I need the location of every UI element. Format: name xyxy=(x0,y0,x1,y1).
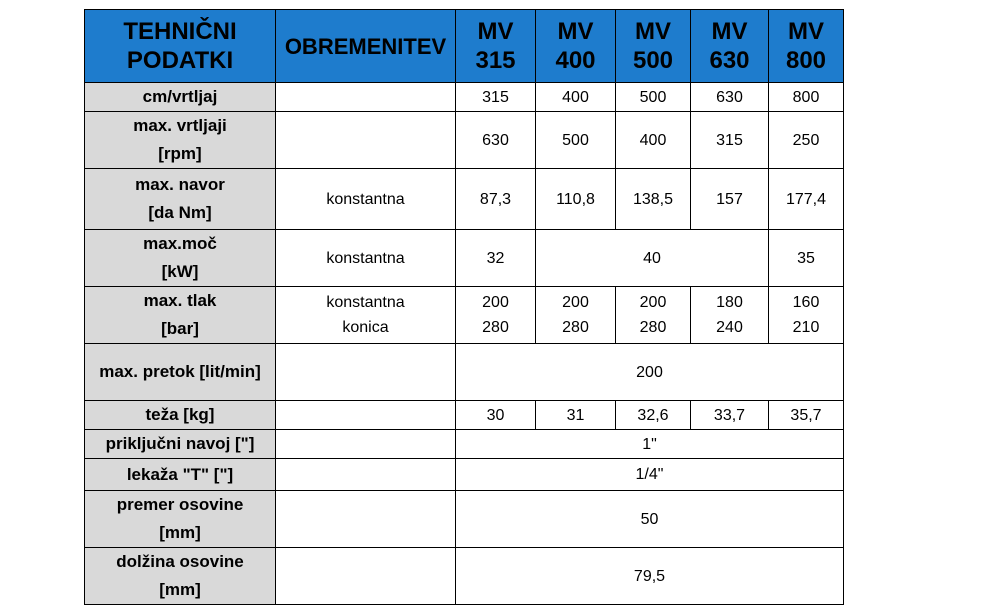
value-cell: 200 280 xyxy=(536,287,616,344)
header-model-mv315: MV 315 xyxy=(456,10,536,83)
row-label: max. pretok [lit/min] xyxy=(85,344,276,401)
value-cell: 32,6 xyxy=(616,401,691,430)
header-model-mv500: MV 500 xyxy=(616,10,691,83)
table-row-teza xyxy=(85,401,844,430)
value-cell: 157 xyxy=(691,169,769,230)
table-row-max-moc xyxy=(85,230,844,287)
load-cell xyxy=(276,430,456,459)
row-label: max. navor [da Nm] xyxy=(85,169,276,230)
value-cell-merged: 79,5 xyxy=(456,548,844,605)
value-cell: 160 210 xyxy=(769,287,844,344)
value-cell: 315 xyxy=(691,112,769,169)
header-model-mv800: MV 800 xyxy=(769,10,844,83)
load-cell xyxy=(276,83,456,112)
value-cell: 87,3 xyxy=(456,169,536,230)
row-label: max.moč [kW] xyxy=(85,230,276,287)
value-cell-merged: 1" xyxy=(456,430,844,459)
header-obremenitev: OBREMENITEV xyxy=(276,10,456,83)
header-model-mv400: MV 400 xyxy=(536,10,616,83)
header-model-mv630: MV 630 xyxy=(691,10,769,83)
row-label: teža [kg] xyxy=(85,401,276,430)
value-cell: 200 280 xyxy=(616,287,691,344)
table-row-lekaza xyxy=(85,459,844,491)
row-label: lekaža "T" ["] xyxy=(85,459,276,491)
value-cell: 35,7 xyxy=(769,401,844,430)
load-cell: konstantna xyxy=(276,169,456,230)
row-label: cm/vrtljaj xyxy=(85,83,276,112)
header-tehnicni-podatki: TEHNIČNI PODATKI xyxy=(85,10,276,83)
load-cell xyxy=(276,401,456,430)
value-cell-merged: 200 xyxy=(456,344,844,401)
header-row xyxy=(85,10,844,83)
technical-data-table xyxy=(84,9,844,605)
load-cell xyxy=(276,459,456,491)
table-row-dolzina-osovine xyxy=(85,548,844,605)
load-cell: konstantna xyxy=(276,230,456,287)
load-cell: konstantna konica xyxy=(276,287,456,344)
value-cell: 110,8 xyxy=(536,169,616,230)
load-cell xyxy=(276,344,456,401)
value-cell: 630 xyxy=(456,112,536,169)
value-cell: 500 xyxy=(536,112,616,169)
value-cell: 180 240 xyxy=(691,287,769,344)
value-cell: 250 xyxy=(769,112,844,169)
value-cell: 138,5 xyxy=(616,169,691,230)
table-row-max-pretok xyxy=(85,344,844,401)
value-cell-merged: 1/4" xyxy=(456,459,844,491)
value-cell-merged: 50 xyxy=(456,491,844,548)
value-cell: 630 xyxy=(691,83,769,112)
value-cell: 400 xyxy=(616,112,691,169)
value-cell: 200 280 xyxy=(456,287,536,344)
value-cell: 31 xyxy=(536,401,616,430)
value-cell: 32 xyxy=(456,230,536,287)
value-cell: 177,4 xyxy=(769,169,844,230)
value-cell: 35 xyxy=(769,230,844,287)
value-cell: 500 xyxy=(616,83,691,112)
value-cell-merged: 40 xyxy=(536,230,769,287)
table-row-max-tlak xyxy=(85,287,844,344)
value-cell: 315 xyxy=(456,83,536,112)
table-row-cm-vrtljaj xyxy=(85,83,844,112)
load-cell xyxy=(276,491,456,548)
row-label: premer osovine [mm] xyxy=(85,491,276,548)
value-cell: 400 xyxy=(536,83,616,112)
row-label: max. tlak [bar] xyxy=(85,287,276,344)
table-row-max-vrtljaji xyxy=(85,112,844,169)
row-label: priključni navoj ["] xyxy=(85,430,276,459)
table-row-prikljucni-navoj xyxy=(85,430,844,459)
load-cell xyxy=(276,548,456,605)
load-cell xyxy=(276,112,456,169)
value-cell: 800 xyxy=(769,83,844,112)
row-label: max. vrtljaji [rpm] xyxy=(85,112,276,169)
table-row-premer-osovine xyxy=(85,491,844,548)
value-cell: 30 xyxy=(456,401,536,430)
table-row-max-navor xyxy=(85,169,844,230)
row-label: dolžina osovine [mm] xyxy=(85,548,276,605)
value-cell: 33,7 xyxy=(691,401,769,430)
